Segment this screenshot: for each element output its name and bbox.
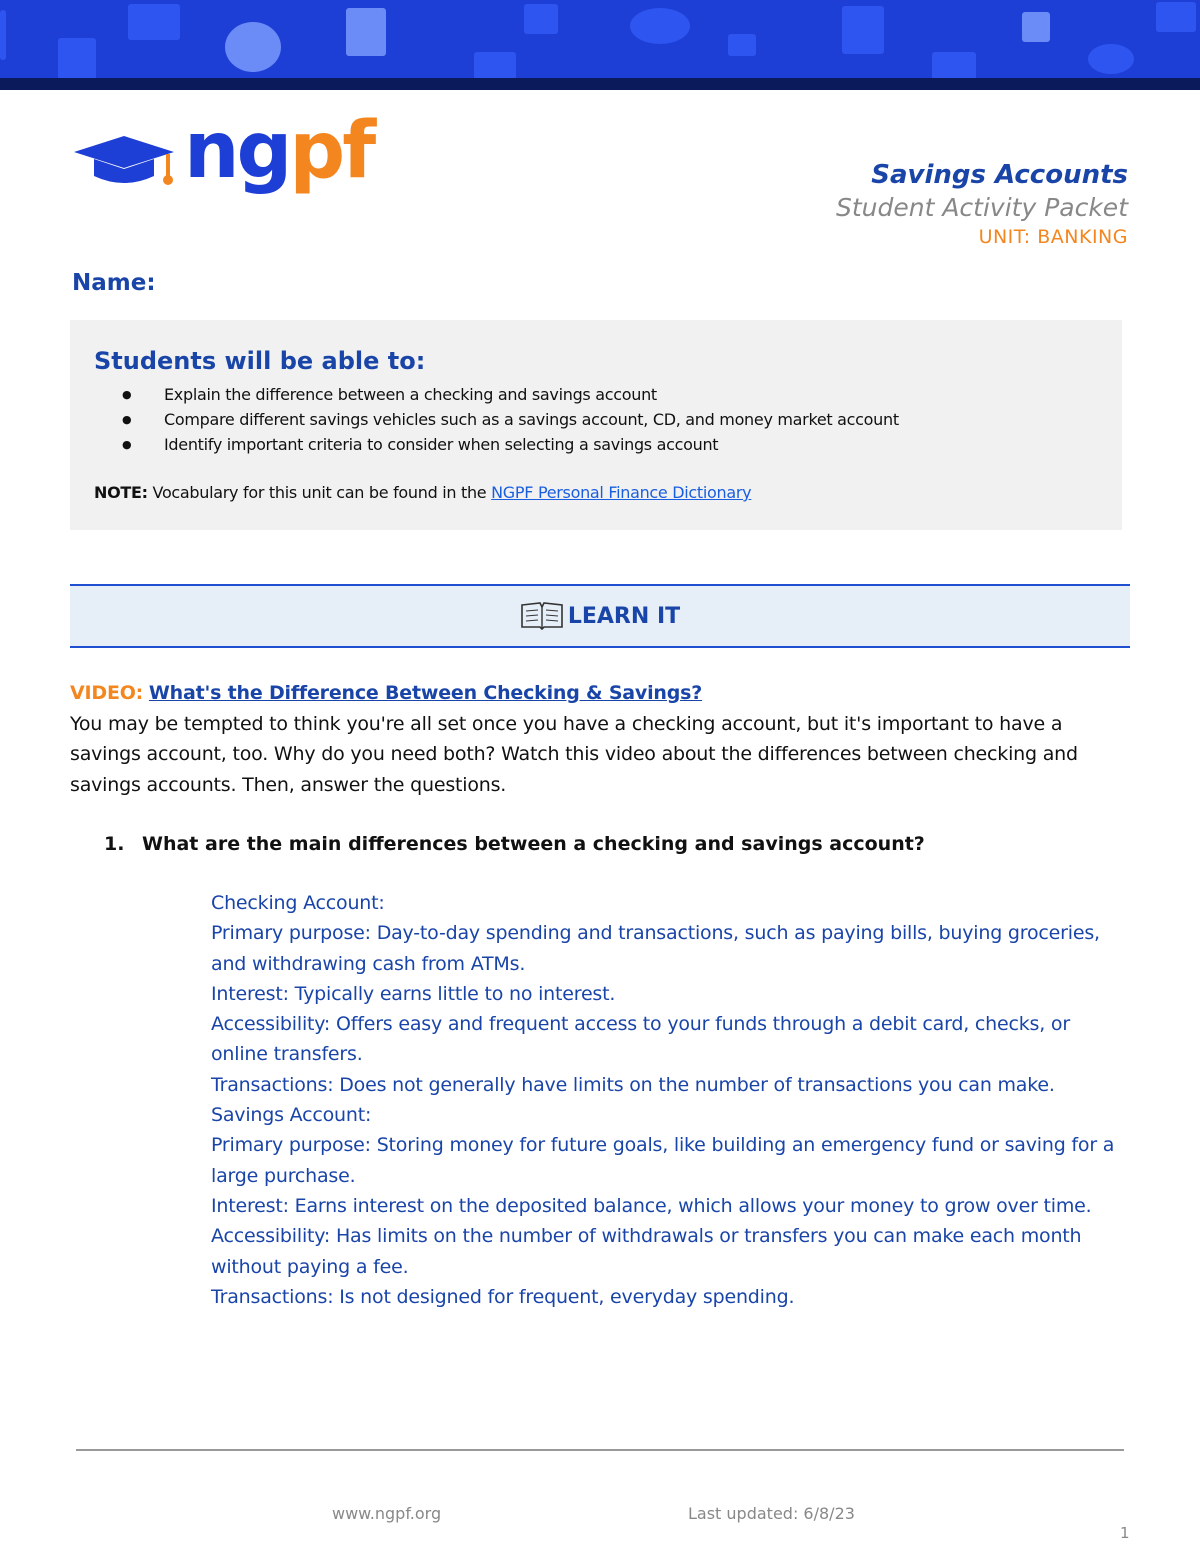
objective-item: ● Identify important criteria to consider when selecting a savings account — [144, 432, 1098, 457]
answer-line: Transactions: Does not generally have limits on the number of transactions you can make. — [211, 1073, 1055, 1096]
objective-item: ● Explain the difference between a checking and savings account — [144, 382, 1098, 407]
learn-it-label: LEARN IT — [567, 603, 681, 629]
footer-url[interactable]: www.ngpf.org — [332, 1504, 442, 1523]
answer-text[interactable] — [211, 888, 1131, 1312]
answer-line: Primary purpose: Day-to-day spending and transactions, such as paying bills, buying groceries, and withdrawing cash from ATMs. — [211, 922, 1100, 975]
footer-last-updated: Last updated: 6/8/23 — [688, 1504, 855, 1523]
objectives-list — [144, 382, 1098, 457]
banner-piggy-bank-icon — [225, 22, 281, 72]
document-title-block — [836, 158, 1128, 250]
banner-folder-icon — [474, 52, 516, 80]
unit-label: UNIT: BANKING — [978, 226, 1128, 248]
learn-it-section-header — [70, 584, 1130, 648]
banner-document-icon — [58, 38, 96, 80]
banner-folder-icon — [728, 34, 756, 56]
answer-line: Transactions: Is not designed for frequent, everyday spending. — [211, 1285, 795, 1308]
video-description: You may be tempted to think you're all set once you have a checking account, but it's important to have a savings account, too. Why do you need both? Watch this video about the differences between checking and savings accounts. Then, answer the questions. — [70, 712, 1078, 796]
answer-line: Interest: Typically earns little to no interest. — [211, 982, 616, 1005]
objectives-heading: Students will be able to: — [94, 347, 426, 375]
banner-calculator-icon — [524, 4, 558, 34]
note-text: Vocabulary for this unit can be found in the — [147, 483, 492, 502]
vocabulary-note — [94, 481, 1098, 505]
note-label: NOTE: — [94, 483, 148, 502]
banner-piggy-bank-icon — [1088, 44, 1134, 74]
banner-folder-icon — [932, 52, 976, 80]
objectives-box — [70, 320, 1122, 530]
objective-item: ● Compare different savings vehicles such as a savings account, CD, and money market account — [144, 407, 1098, 432]
open-book-icon — [520, 601, 564, 631]
answer-line: Interest: Earns interest on the deposited balance, which allows your money to grow over time. — [211, 1194, 1092, 1217]
graduation-cap-icon — [72, 132, 182, 202]
answer-line: Primary purpose: Storing money for future goals, like building an emergency fund or saving for a large purchase. — [211, 1134, 1115, 1187]
video-label: VIDEO: — [70, 682, 144, 704]
dictionary-link[interactable]: NGPF Personal Finance Dictionary — [491, 483, 752, 502]
banner-calculator-icon — [1022, 12, 1050, 42]
answer-line: Accessibility: Has limits on the number of withdrawals or transfers you can make each month without paying a fee. — [211, 1225, 1082, 1278]
banner-calculator-icon — [842, 6, 884, 54]
video-section — [70, 678, 1130, 800]
document-subtitle: Student Activity Packet — [835, 193, 1128, 222]
page-number: 1 — [1120, 1524, 1130, 1542]
answer-line: Savings Account: — [211, 1104, 372, 1127]
answer-line: Checking Account: — [211, 892, 385, 914]
banner-piggy-bank-icon — [630, 8, 690, 44]
question-text: What are the main differences between a checking and savings account? — [142, 833, 925, 855]
ngpf-logo — [72, 106, 374, 208]
logo-text-pf: pf — [289, 106, 374, 196]
banner-document-icon — [346, 8, 386, 56]
banner-shape — [0, 10, 6, 60]
question-1 — [104, 830, 925, 858]
video-heading — [70, 678, 1130, 709]
question-number: 1. — [104, 833, 125, 855]
footer-divider — [76, 1449, 1124, 1451]
answer-line: Accessibility: Offers easy and frequent access to your funds through a debit card, checks, or online transfers. — [211, 1013, 1070, 1066]
name-label: Name: — [72, 270, 156, 296]
logo-text-ng: ng — [184, 106, 290, 196]
video-link[interactable]: What's the Difference Between Checking & Savings? — [148, 682, 703, 704]
banner-shape — [1156, 2, 1196, 32]
header-banner — [0, 0, 1200, 80]
banner-shape — [128, 4, 180, 40]
banner-stripe — [0, 78, 1200, 90]
document-title: Savings Accounts — [871, 160, 1128, 190]
logo-wordmark — [184, 106, 374, 196]
